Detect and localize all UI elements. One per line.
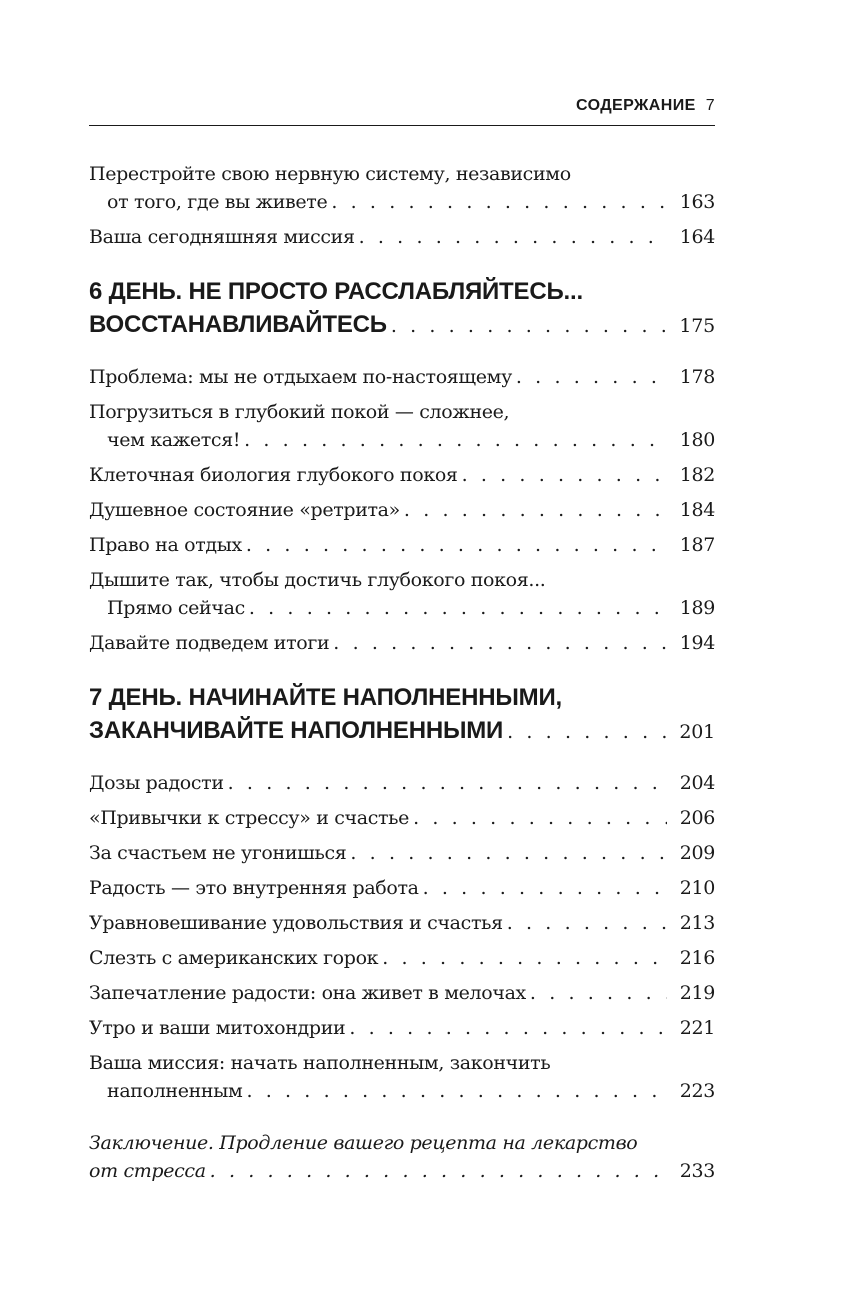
toc-entry-title: от того, где вы живете [107, 191, 328, 213]
toc-entry-title: наполненным [107, 1080, 243, 1102]
toc-entry-page: 213 [679, 912, 715, 934]
dot-leader [462, 461, 667, 489]
dot-leader [507, 716, 667, 749]
toc-entry-page: 221 [679, 1017, 715, 1039]
dot-leader [349, 1014, 667, 1042]
toc-entry-title: Проблема: мы не отдыхаем по-настоящему [89, 366, 512, 388]
toc-entry[interactable] [89, 160, 715, 216]
dot-leader [249, 594, 667, 622]
chapter-heading-title: ВОССТАНАВЛИВАЙТЕСЬ [89, 311, 387, 338]
toc-entry[interactable] [89, 1049, 715, 1105]
toc-entry-page: 204 [679, 772, 715, 794]
toc-entry-page: 233 [679, 1160, 715, 1182]
toc-entry[interactable] [89, 629, 715, 657]
toc-entry-title: Слезть с американских горок [89, 947, 379, 969]
toc-entry-title: Право на отдых [89, 534, 242, 556]
toc-entry[interactable] [89, 398, 715, 454]
toc-entry-page: 216 [679, 947, 715, 969]
toc-entry-page: 223 [679, 1080, 715, 1102]
toc-entry-title: Давайте подведем итоги [89, 632, 330, 654]
toc-entry[interactable] [89, 531, 715, 559]
toc-entry[interactable] [89, 874, 715, 902]
toc-entry-title: Радость — это внутренняя работа [89, 877, 419, 899]
dot-leader [331, 188, 667, 216]
running-head [576, 96, 715, 116]
toc-entry-title: «Привычки к стрессу» и счастье [89, 807, 410, 829]
toc-entry-page: 194 [679, 632, 715, 654]
toc-entry-first-line: Перестройте свою нервную систему, независимо [89, 163, 571, 185]
dot-leader [516, 363, 667, 391]
chapter-heading-6[interactable] [89, 275, 715, 343]
toc-entry-first-line: Дышите так, чтобы достичь глубокого покоя... [89, 569, 546, 591]
dot-leader [359, 223, 667, 251]
toc-entry-page: 178 [679, 366, 715, 388]
dot-leader [350, 839, 667, 867]
toc-entry[interactable] [89, 839, 715, 867]
toc-entry-page: 189 [679, 597, 715, 619]
toc-entry-page: 180 [679, 429, 715, 451]
chapter-heading-page: 201 [679, 721, 715, 743]
toc-entry-first-line: Заключение. Продление вашего рецепта на лекарство [89, 1132, 638, 1154]
toc-entry-first-line: Ваша миссия: начать наполненным, закончить [89, 1052, 551, 1074]
toc-entry-title: от стресса [89, 1160, 206, 1182]
toc-entry-title: Утро и ваши митохондрии [89, 1017, 346, 1039]
toc-entry[interactable] [89, 461, 715, 489]
dot-leader [246, 531, 667, 559]
dot-leader [333, 629, 667, 657]
toc-entry-title: За счастьем не угонишься [89, 842, 347, 864]
toc-entry-page: 209 [679, 842, 715, 864]
toc-entry[interactable] [89, 566, 715, 622]
toc-entry-conclusion[interactable] [89, 1129, 715, 1185]
toc-entry-title: Душевное состояние «ретрита» [89, 499, 400, 521]
running-head-page-number: 7 [705, 97, 715, 114]
toc-entry[interactable] [89, 979, 715, 1007]
toc-entry-page: 187 [679, 534, 715, 556]
dot-leader [228, 769, 667, 797]
toc-entry-page: 210 [679, 877, 715, 899]
toc-entry-title: Запечатление радости: она живет в мелочах [89, 982, 526, 1004]
header-rule [89, 125, 715, 126]
dot-leader [246, 1077, 667, 1105]
table-of-contents [89, 160, 715, 1192]
chapter-heading-first-line: 6 ДЕНЬ. НЕ ПРОСТО РАССЛАБЛЯЙТЕСЬ... [89, 278, 583, 305]
dot-leader [423, 874, 667, 902]
toc-entry-page: 206 [679, 807, 715, 829]
toc-entry[interactable] [89, 223, 715, 251]
dot-leader [382, 944, 667, 972]
toc-entry-page: 163 [679, 191, 715, 213]
toc-entry-title: Ваша сегодняшняя миссия [89, 226, 355, 248]
dot-leader [507, 909, 667, 937]
chapter-heading-title: ЗАКАНЧИВАЙТЕ НАПОЛНЕННЫМИ [89, 717, 504, 744]
toc-entry[interactable] [89, 944, 715, 972]
toc-entry-title: Клеточная биология глубокого покоя [89, 464, 458, 486]
dot-leader [413, 804, 667, 832]
toc-entry-title: чем кажется! [107, 429, 241, 451]
chapter-heading-7[interactable] [89, 681, 715, 749]
toc-entry[interactable] [89, 363, 715, 391]
toc-entry-title: Уравновешивание удовольствия и счастья [89, 912, 503, 934]
toc-entry-title: Дозы радости [89, 772, 224, 794]
toc-entry[interactable] [89, 804, 715, 832]
toc-entry[interactable] [89, 909, 715, 937]
chapter-heading-first-line: 7 ДЕНЬ. НАЧИНАЙТЕ НАПОЛНЕННЫМИ, [89, 684, 562, 711]
toc-entry[interactable] [89, 769, 715, 797]
toc-entry[interactable] [89, 496, 715, 524]
chapter-heading-page: 175 [679, 315, 715, 337]
dot-leader [530, 979, 667, 1007]
toc-entry-page: 184 [679, 499, 715, 521]
dot-leader [391, 310, 667, 343]
running-head-title: СОДЕРЖАНИЕ [576, 97, 696, 114]
toc-entry-page: 164 [679, 226, 715, 248]
toc-entry-page: 219 [679, 982, 715, 1004]
dot-leader [404, 496, 667, 524]
dot-leader [210, 1157, 667, 1185]
toc-entry-first-line: Погрузиться в глубокий покой — сложнее, [89, 401, 510, 423]
toc-entry-page: 182 [679, 464, 715, 486]
toc-entry-title: Прямо сейчас [107, 597, 245, 619]
toc-entry[interactable] [89, 1014, 715, 1042]
dot-leader [244, 426, 667, 454]
